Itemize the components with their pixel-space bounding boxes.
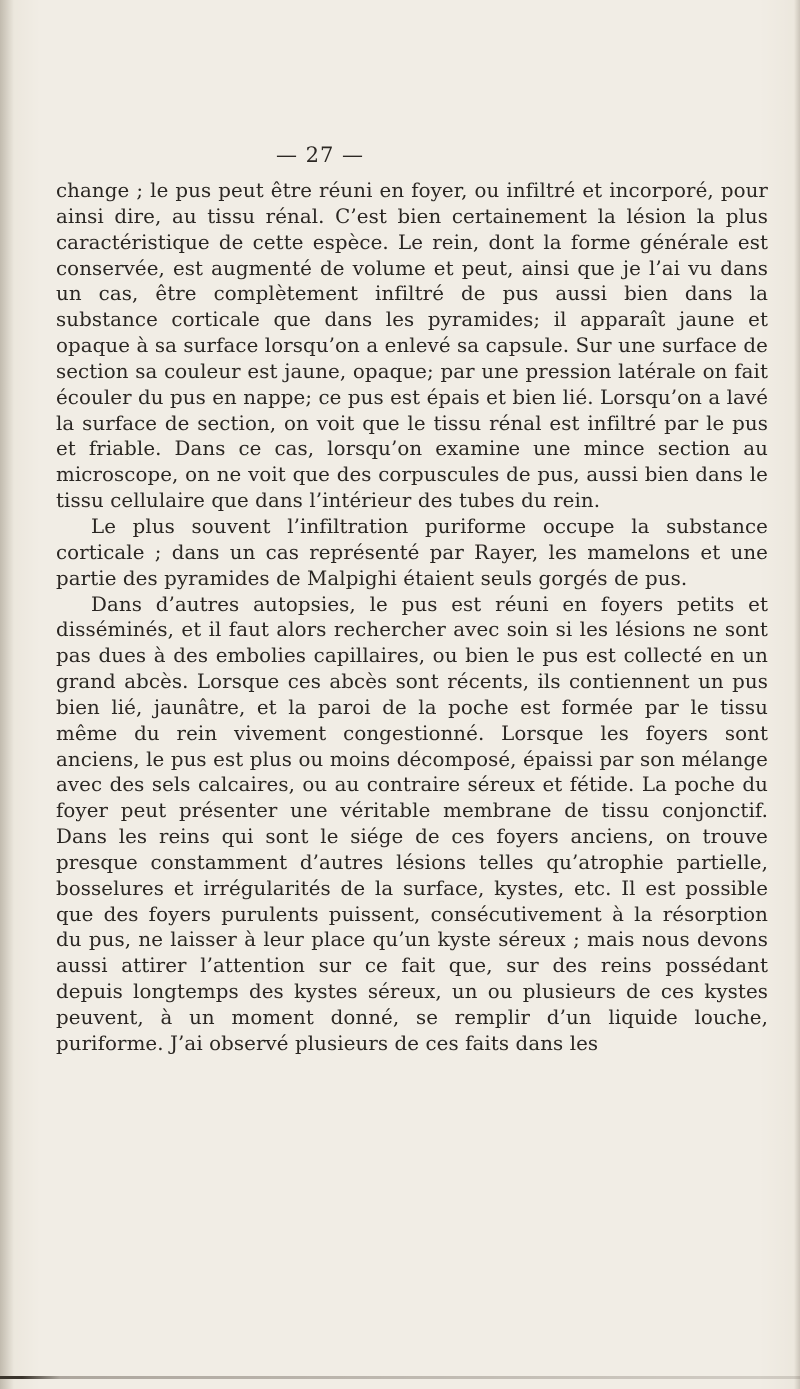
spine-shadow	[0, 0, 14, 1389]
page-number: — 27 —	[275, 143, 365, 167]
paragraph-continuation: change ; le pus peut être réuni en foyer, ou infiltré et incorporé, pour ainsi dire, au tissu rénal. C’est bien certainement la lésion la plus caractéristique de cette espèce. Le rein, dont la forme générale est conservée, est augmenté de volume et peut, ainsi que je l’ai vu dans un cas, être complètement infiltré de pus aussi bien dans la substance corticale que dans les pyramides; il apparaît jaune et opaque à sa surface lorsqu’on a enlevé sa capsule. Sur une surface de section sa couleur est jaune, opaque; par une pression latérale on fait écouler du pus en nappe; ce pus est épais et bien lié. Lorsqu’on a lavé la surface de section, on voit que le tissu rénal est infiltré par le pus et friable. Dans ce cas, lorsqu’on examine une mince section au microscope, on ne voit que des corpuscules de pus, aussi bien dans le tissu cellulaire que dans l’intérieur des tubes du rein.	[56, 179, 768, 513]
page-edge-shadow	[794, 0, 800, 1389]
paragraph-autopsies: Dans d’autres autopsies, le pus est réuni en foyers petits et disséminés, et il faut alors rechercher avec soin si les lésions ne sont pas dues à des embolies capillaires, ou bien le pus est collecté en un grand abcès. Lorsque ces abcès sont récents, ils contiennent un pus bien lié, jaunâtre, et la paroi de la poche est formée par le tissu même du rein vivement congestionné. Lorsque les foyers sont anciens, le pus est plus ou moins décomposé, épaissi par son mélange avec des sels calcaires, ou au contraire séreux et fétide. La poche du foyer peut présenter une véritable membrane de tissu conjonctif. Dans les reins qui sont le siége de ces foyers anciens, on trouve presque constamment d’autres lésions telles qu’atrophie partielle, bosselures et irrégularités de la surface, kystes, etc. Il est possible que des foyers purulents puissent, consécutivement à la résorption du pus, ne laisser à leur place qu’un kyste séreux ; mais nous devons aussi attirer l’attention sur ce fait que, sur des reins possédant depuis longtemps des kystes séreux, un ou plusieurs de ces kystes peuvent, à un moment donné, se remplir d’un liquide louche, puriforme. J’ai observé plusieurs de ces faits dans les	[56, 592, 768, 1055]
bottom-edge-line	[0, 1376, 800, 1379]
paragraph-infiltration: Le plus souvent l’infiltration puriforme occupe la substance corticale ; dans un cas représenté par Rayer, les mamelons et une partie des pyramides de Malpighi étaient seuls gorgés de pus.	[56, 514, 768, 590]
body-text	[56, 178, 768, 1057]
